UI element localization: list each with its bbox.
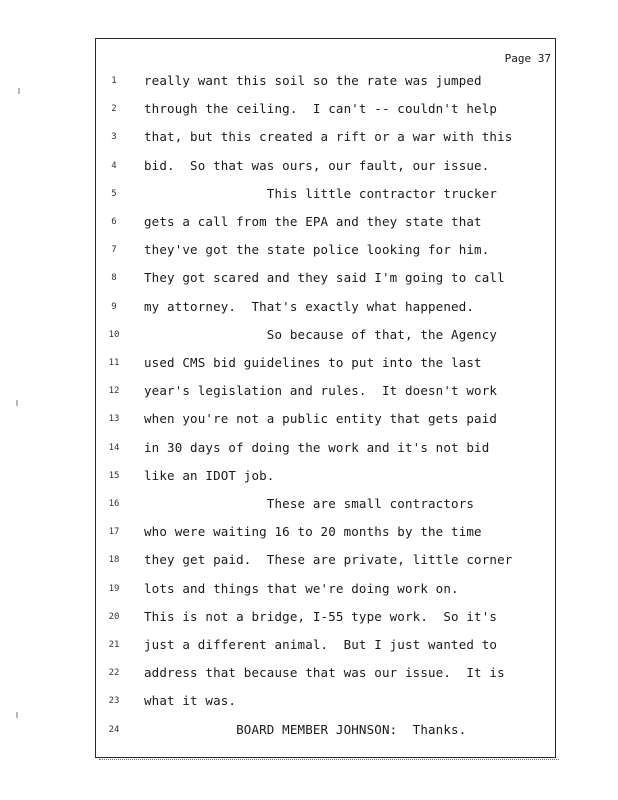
transcript-line-text: my attorney. That's exactly what happened. (144, 298, 475, 314)
line-number: 20 (108, 611, 120, 622)
transcript-line-text: just a different animal. But I just wanted to (144, 637, 498, 652)
line-number: 3 (111, 132, 117, 143)
transcript-line-text: bid. So that was ours, our fault, our issue. (144, 157, 490, 173)
line-number: 15 (108, 470, 120, 481)
line-number: 2 (111, 104, 117, 115)
transcript-line-text: that, but this created a rift or a war with this (144, 129, 513, 145)
transcript-line-text: They got scared and they said I'm going to call (144, 270, 505, 286)
scan-speck (16, 400, 18, 406)
line-number: 10 (108, 329, 120, 340)
transcript-line-text: gets a call from the EPA and they state that (144, 214, 482, 229)
transcript-line-text: like an IDOT job. (144, 467, 275, 483)
line-number: 16 (108, 499, 120, 509)
page-frame-shadow (99, 756, 559, 760)
line-number: 12 (108, 386, 120, 397)
transcript-line-text: BOARD MEMBER JOHNSON: Thanks. (144, 721, 467, 737)
scan-speck (16, 712, 18, 718)
transcript-line-text: year's legislation and rules. It doesn't work (144, 383, 498, 399)
transcript-line-text: address that because that was our issue. It is (144, 665, 505, 681)
line-number: 8 (111, 273, 117, 284)
line-number: 11 (108, 358, 120, 368)
line-number: 22 (108, 668, 120, 679)
line-number: 6 (111, 217, 117, 227)
transcript-line-text: This is not a bridge, I-55 type work. So it's (144, 608, 498, 624)
transcript-line-text: in 30 days of doing the work and it's not bid (144, 439, 490, 455)
line-number: 4 (111, 160, 117, 171)
transcript-line-text: used CMS bid guidelines to put into the last (144, 355, 482, 370)
transcript-line-text: they get paid. These are private, little corner (144, 552, 513, 568)
line-number: 17 (108, 527, 120, 538)
transcript-line-text: what it was. (144, 693, 237, 709)
transcript-line-text: really want this soil so the rate was jumped (144, 73, 482, 88)
transcript-line-text: This little contractor trucker (144, 185, 498, 201)
scan-speck (18, 88, 20, 94)
transcript-line-text: These are small contractors (144, 496, 475, 511)
line-number: 14 (108, 442, 120, 453)
page-number: Page 37 (504, 52, 551, 65)
transcript-line-text: through the ceiling. I can't -- couldn't help (144, 101, 498, 117)
line-number: 24 (108, 724, 120, 735)
line-number: 19 (108, 583, 120, 594)
line-number: 5 (111, 188, 117, 199)
line-number: 21 (108, 640, 120, 650)
transcript-line-text: lots and things that we're doing work on. (144, 580, 459, 596)
line-number: 23 (108, 696, 120, 707)
line-number: 18 (108, 555, 120, 566)
transcript-line-text: they've got the state police looking for him. (144, 242, 490, 258)
transcript-line-text: when you're not a public entity that gets paid (144, 411, 498, 427)
transcript-line-text: who were waiting 16 to 20 months by the time (144, 524, 482, 540)
line-number: 9 (111, 301, 117, 312)
transcript-line-text: So because of that, the Agency (144, 326, 498, 342)
line-number: 13 (108, 414, 120, 425)
line-number: 7 (111, 245, 117, 256)
line-number: 1 (111, 76, 117, 86)
